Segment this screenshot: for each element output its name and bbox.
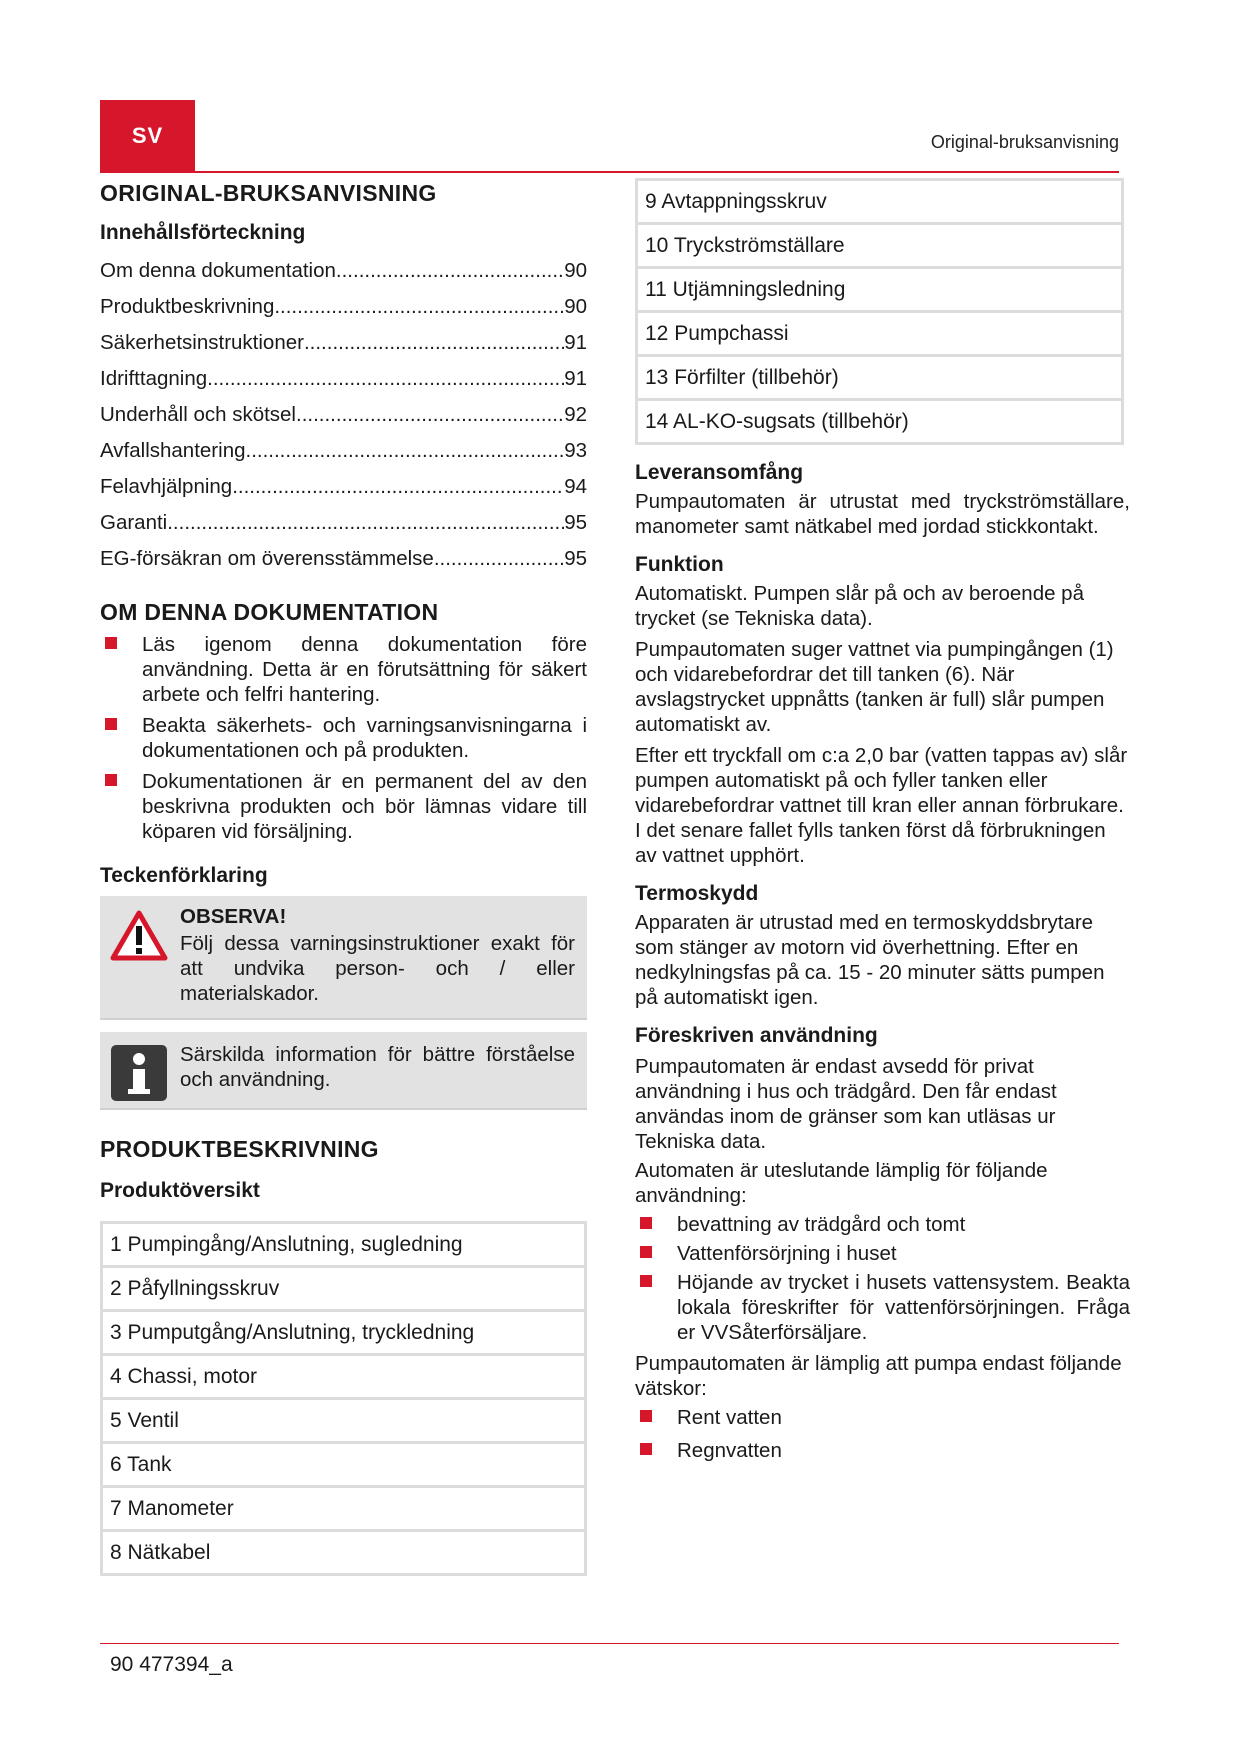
info-box	[100, 1032, 587, 1110]
table-cell: 13 Förfilter (tillbehör)	[638, 357, 1121, 401]
table-row	[103, 1356, 584, 1400]
bullet-square-icon	[105, 718, 117, 730]
toc-list	[100, 259, 587, 583]
language-tab: SV	[100, 100, 195, 172]
bullet-square-icon	[640, 1443, 652, 1455]
toc-entry[interactable]: Säkerhetsinstruktioner ..... 91	[100, 331, 587, 367]
list-item: Dokumentationen är en permanent del av den beskrivna produkten och bör lämnas vidare till köparen vid försäljning.	[100, 769, 587, 844]
bullet-square-icon	[640, 1410, 652, 1422]
table-cell: 1 Pumpingång/Anslutning, sugledning	[103, 1224, 584, 1268]
thermal-text: Apparaten är utrustad med en termoskyddsbrytare som stänger av motorn vid överhettning. Efter en nedkylningsfas på ca. 15 - 20 minuter sätts pumpen på automatiskt igen.	[635, 911, 1105, 1009]
function-paragraph: Efter ett tryckfall om c:a 2,0 bar (vatten tappas av) slår pumpen automatiskt på och fyller tanken eller vidarebefordrar vattnet till kran eller annan förbrukare. I det senare fallet fylls tanken först då förbrukningen av vattnet upphört.	[635, 744, 1128, 867]
list-item: Regnvatten	[635, 1438, 1130, 1463]
usage-bullets	[635, 1212, 1130, 1345]
legend-title: Teckenförklaring	[100, 864, 268, 887]
liquids-bullets	[635, 1405, 1130, 1463]
delivery-text: Pumpautomaten är utrustat med tryckströmställare, manometer samt nätkabel med jordad stickkontakt.	[635, 490, 1130, 538]
list-item: Rent vatten	[635, 1405, 1130, 1430]
info-icon	[110, 1044, 168, 1102]
table-cell: 11 Utjämningsledning	[638, 269, 1121, 313]
table-row	[103, 1488, 584, 1532]
warning-title: OBSERVA!	[180, 905, 287, 928]
table-row	[638, 225, 1121, 269]
list-item: Vattenförsörjning i huset	[635, 1241, 1130, 1266]
function-paragraph: Pumpautomaten suger vattnet via pumpingången (1) och vidarebefordrar det till tanken (6). När avslagstrycket uppnåtts (tanken är full) slår pumpen automatiskt av.	[635, 638, 1114, 736]
document-code: 90 477394_a	[110, 1653, 233, 1676]
product-section-title: PRODUKTBESKRIVNING	[100, 1136, 379, 1162]
table-cell: 5 Ventil	[103, 1400, 584, 1444]
toc-entry[interactable]: Garanti ..... 95	[100, 511, 587, 547]
usage-title: Föreskriven användning	[635, 1024, 878, 1047]
overview-title: Produktöversikt	[100, 1179, 260, 1202]
bullet-square-icon	[640, 1246, 652, 1258]
table-cell: 3 Pumputgång/Anslutning, tryckledning	[103, 1312, 584, 1356]
table-row	[638, 269, 1121, 313]
toc-entry[interactable]: Om denna dokumentation ..... 90	[100, 259, 587, 295]
table-row	[103, 1444, 584, 1488]
toc-entry[interactable]: Produktbeskrivning ..... 90	[100, 295, 587, 331]
toc-entry[interactable]: Underhåll och skötsel ..... 92	[100, 403, 587, 439]
table-row	[638, 401, 1121, 442]
table-row	[103, 1400, 584, 1444]
toc-entry[interactable]: Idrifttagning ..... 91	[100, 367, 587, 403]
bullet-square-icon	[105, 637, 117, 649]
warning-box	[100, 896, 587, 1020]
toc-entry[interactable]: EG-försäkran om överensstämmelse ..... 95	[100, 547, 587, 583]
left-column	[100, 178, 587, 1576]
bullet-square-icon	[640, 1217, 652, 1229]
main-title: ORIGINAL-BRUKSANVISNING	[100, 180, 437, 206]
overview-table-right	[635, 178, 1124, 445]
overview-table-left	[100, 1221, 587, 1576]
table-cell: 2 Påfyllningsskruv	[103, 1268, 584, 1312]
table-cell: 14 AL-KO-sugsats (tillbehör)	[645, 409, 909, 433]
bullet-square-icon	[105, 774, 117, 786]
warning-text: Följ dessa varningsinstruktioner exakt för att undvika person- och / eller materialskador.	[180, 932, 575, 1005]
list-item: Läs igenom denna dokumentation före användning. Detta är en förutsättning för säkert arbete och felfri hantering.	[100, 632, 587, 707]
table-cell: 8 Nätkabel	[110, 1540, 211, 1564]
table-row	[638, 313, 1121, 357]
footer-rule	[100, 1643, 1119, 1644]
liquids-text: Pumpautomaten är lämplig att pumpa endast följande vätskor:	[635, 1352, 1122, 1400]
bullet-square-icon	[640, 1275, 652, 1287]
table-cell: 10 Tryckströmställare	[638, 225, 1121, 269]
table-row	[638, 357, 1121, 401]
table-row	[103, 1224, 584, 1268]
table-row	[638, 181, 1121, 225]
table-cell: 12 Pumpchassi	[638, 313, 1121, 357]
table-cell: 6 Tank	[103, 1444, 584, 1488]
doc-bullets	[100, 632, 587, 844]
warning-triangle-icon	[110, 910, 168, 962]
toc-entry[interactable]: Avfallshantering ..... 93	[100, 439, 587, 475]
header-rule	[100, 171, 1119, 173]
table-cell: 9 Avtappningsskruv	[638, 181, 1121, 225]
header-title: Original-bruksanvisning	[930, 132, 1119, 152]
list-item: Beakta säkerhets- och varningsanvisningarna i dokumentationen och på produkten.	[100, 713, 587, 763]
right-column	[635, 178, 1130, 1463]
doc-section-title: OM DENNA DOKUMENTATION	[100, 599, 439, 625]
table-row	[103, 1312, 584, 1356]
table-row	[103, 1268, 584, 1312]
thermal-title: Termoskydd	[635, 882, 759, 905]
info-text: Särskilda information för bättre förståelse och användning.	[180, 1043, 575, 1091]
toc-entry[interactable]: Felavhjälpning ..... 94	[100, 475, 587, 511]
list-item: Höjande av trycket i husets vattensystem. Beakta lokala föreskrifter för vattenförsörjningen. Fråga er VVSåterförsäljare.	[635, 1270, 1130, 1345]
delivery-title: Leveransomfång	[635, 461, 804, 484]
usage-paragraph: Pumpautomaten är endast avsedd för privat användning i hus och trädgård. Den får endast användas inom de gränser som kan utläsas ur Tekniska data.	[635, 1055, 1057, 1153]
table-cell: 4 Chassi, motor	[103, 1356, 584, 1400]
function-paragraph: Automatiskt. Pumpen slår på och av beroende på trycket (se Tekniska data).	[635, 582, 1084, 630]
toc-title: Innehållsförteckning	[100, 221, 306, 244]
function-title: Funktion	[635, 553, 724, 576]
usage-paragraph: Automaten är uteslutande lämplig för följande användning:	[635, 1159, 1048, 1207]
table-row	[103, 1532, 584, 1573]
table-cell: 7 Manometer	[103, 1488, 584, 1532]
list-item: bevattning av trädgård och tomt	[635, 1212, 1130, 1237]
